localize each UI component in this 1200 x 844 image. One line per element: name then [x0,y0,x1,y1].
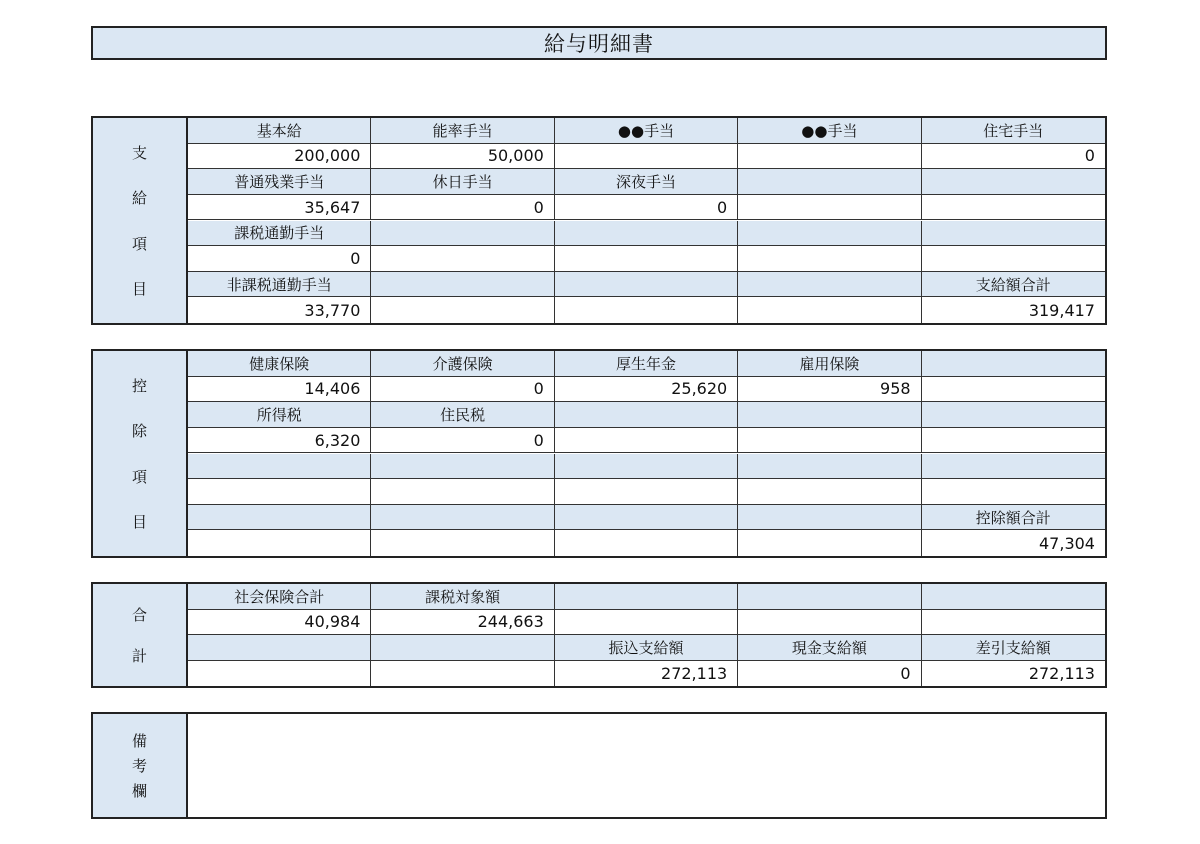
field-label [922,221,1105,247]
field-label [188,505,371,531]
side-char: 給 [131,189,147,208]
field-label [555,505,738,531]
field-value [371,661,554,687]
field-value: 33,770 [188,297,371,323]
field-value [922,377,1105,403]
field-value [555,530,738,556]
field-label [738,169,921,195]
field-value [738,297,921,323]
field-value [371,530,554,556]
field-value [555,246,738,272]
field-label [922,351,1105,377]
field-label [922,454,1105,480]
field-value: 47,304 [922,530,1105,556]
payments-grid [188,118,1105,323]
field-label [371,272,554,298]
totals-grid [188,584,1105,686]
side-char: 合 [131,606,147,624]
field-value [738,246,921,272]
field-value [188,479,371,505]
field-label: ●●手当 [555,118,738,144]
deductions-section [91,349,1107,558]
field-value [555,479,738,505]
field-value [738,530,921,556]
field-value: 0 [371,195,554,221]
field-value: 0 [371,377,554,403]
field-value [555,428,738,454]
side-char: 考 [131,757,147,775]
field-label [738,402,921,428]
side-char: 支 [131,144,147,163]
field-value: 272,113 [922,661,1105,687]
field-value: 40,984 [188,610,371,636]
field-label [371,454,554,480]
field-value: 958 [738,377,921,403]
side-char: 目 [131,512,147,531]
field-label [738,584,921,610]
field-label: 控除額合計 [922,505,1105,531]
field-value: 0 [555,195,738,221]
field-label [922,169,1105,195]
field-label [371,221,554,247]
field-value [188,661,371,687]
field-label: 社会保険合計 [188,584,371,610]
field-label [371,635,554,661]
field-value [922,195,1105,221]
field-label: 厚生年金 [555,351,738,377]
field-value: 244,663 [371,610,554,636]
field-label: 住宅手当 [922,118,1105,144]
field-value [555,144,738,170]
field-label [738,221,921,247]
field-label [922,402,1105,428]
side-char: 項 [131,234,147,253]
field-label [555,402,738,428]
deductions-side-label [93,351,188,556]
field-value: 319,417 [922,297,1105,323]
field-label: 振込支給額 [555,635,738,661]
field-value [371,246,554,272]
field-value [555,297,738,323]
field-label: 課税通勤手当 [188,221,371,247]
field-label: 健康保険 [188,351,371,377]
field-value [555,610,738,636]
field-value [738,195,921,221]
field-label [738,505,921,531]
field-value: 14,406 [188,377,371,403]
field-value: 0 [371,428,554,454]
side-char: 項 [131,467,147,486]
field-label: 基本給 [188,118,371,144]
field-label: ●●手当 [738,118,921,144]
field-label [188,635,371,661]
field-label [555,272,738,298]
field-label: 普通残業手当 [188,169,371,195]
field-label: 所得税 [188,402,371,428]
payments-section [91,116,1107,325]
field-value [371,297,554,323]
deductions-grid [188,351,1105,556]
field-value: 35,647 [188,195,371,221]
field-value [738,428,921,454]
field-value: 0 [738,661,921,687]
field-value [188,530,371,556]
field-label: 非課税通勤手当 [188,272,371,298]
totals-side-label [93,584,188,686]
field-value [922,246,1105,272]
field-label: 現金支給額 [738,635,921,661]
page-title: 給与明細書 [91,26,1107,60]
field-label [922,584,1105,610]
field-value: 25,620 [555,377,738,403]
field-label [738,272,921,298]
field-value: 6,320 [188,428,371,454]
remarks-section [91,712,1107,819]
side-char: 控 [131,377,147,396]
field-label [188,454,371,480]
field-label [371,505,554,531]
field-label: 能率手当 [371,118,554,144]
remarks-field[interactable] [188,714,1105,817]
side-char: 欄 [131,782,147,800]
field-label [555,584,738,610]
field-label: 住民税 [371,402,554,428]
side-char: 備 [131,732,147,750]
field-label: 深夜手当 [555,169,738,195]
field-value [738,144,921,170]
field-label: 課税対象額 [371,584,554,610]
field-value [738,479,921,505]
field-label: 休日手当 [371,169,554,195]
field-value [922,610,1105,636]
field-value [371,479,554,505]
field-label: 支給額合計 [922,272,1105,298]
field-value: 272,113 [555,661,738,687]
field-value [922,479,1105,505]
field-value: 200,000 [188,144,371,170]
payments-side-label [93,118,188,323]
field-value: 50,000 [371,144,554,170]
field-value [922,428,1105,454]
side-char: 目 [131,279,147,298]
field-label [555,221,738,247]
side-char: 計 [131,647,147,665]
field-value [738,610,921,636]
field-label: 介護保険 [371,351,554,377]
field-label [555,454,738,480]
totals-section [91,582,1107,688]
field-value: 0 [188,246,371,272]
side-char: 除 [131,422,147,441]
field-label [738,454,921,480]
field-value: 0 [922,144,1105,170]
remarks-side-label [93,714,188,817]
field-label: 差引支給額 [922,635,1105,661]
field-label: 雇用保険 [738,351,921,377]
